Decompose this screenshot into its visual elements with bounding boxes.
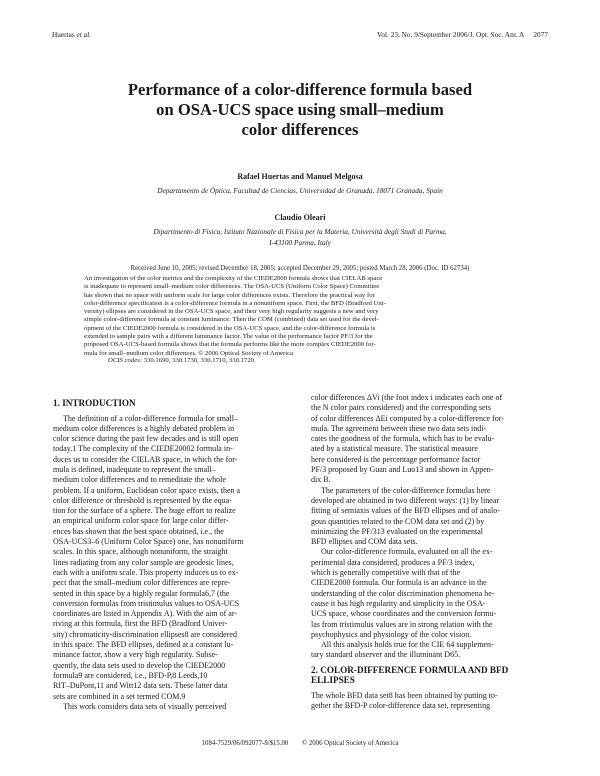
section-heading-color-difference: 2. COLOR-DIFFERENCE FORMULA AND BFD ELLIPSES bbox=[311, 664, 509, 686]
intro-paragraph-2-continued: color differences ΔVi (the foot index i indicates each one of the N color pairs considered) and the corresponding sets of color differences ΔEi computed by a color-difference for- mula. The agreement between these two data sets indi- cates the goodness of the formula, which has to be evalu- ated by a statistical measure. The statistical measure here considered is the percentage performance factor PF/3 proposed by Guan and Luo13 and shown in Appen- dix B. bbox=[311, 393, 504, 485]
ocis-codes: OCIS codes: 330.1690, 330.1730, 330.1710, 330.1720. bbox=[108, 357, 256, 364]
authors-group-2: Claudio Oleari bbox=[274, 213, 326, 222]
intro-paragraph-4: Our color-difference formula, evaluated on all the ex- perimental data considered, produces a PF/3 index, which is generally competitive with that of the CIEDE2000 formula. Our formula is an advance in the understanding of the color discrimination phenomena be- cause it has high regularity and simplicity in the OSA- UCS space, whose coordinates and the conversion formu- las from tristimulus values are in strong relation with the psychophysics and physiology of the color vision. bbox=[311, 547, 497, 639]
abstract: An investigation of the color metrics and the complexity of the CIEDE2000 formula shows that CIELAB space is inadequate to represent small–medium color differences. The OSA-UCS (Uniform Color Space) Committee has shown that no space with uniform scale for large color differences exists. Therefore the practical way for color-difference specification is a color-difference formula in a nonuniform space. First, the BFD (Bradford Uni- versity) ellipses are considered in the OSA-UCS space, and their very high regularity suggests a new and very simple color-difference formula at constant luminance. Then the COM (combined) data set used for the devel- opment of the CIEDE2000 formula is considered in the OSA-UCS space, and the color-difference formula is extended to sample pairs with a different luminance factor. The value of the performance factor PF/3 for the proposed OSA-UCS-based formula shows that the formula performs like the more complex CIEDE2000 for- mula for small–medium color differences. © 2006 Optical Society of America bbox=[84, 275, 386, 357]
authors-group-1: Rafael Huertas and Manuel Melgosa bbox=[237, 172, 363, 181]
affiliation-2: Dipartimento di Fisica, Istituto Nazionale di Fisica per la Materia, Università degli Studi di Parma, I-43100 Parma, Italy bbox=[153, 227, 447, 247]
section2-paragraph-1: The whole BFD data set8 has been obtained by putting to- gether the BFD-P color-difference data set, representing bbox=[311, 690, 498, 711]
intro-paragraph-1: The definition of a color-difference formula for small– medium color differences is a highly debated problem in color science during the past few decades and is still open today.1 The complexity of the CIEDE20002 formula in- duces us to consider the CIELAB space, in which the for- mula is defined, inadequate to represent the small– medium color differences and to remeditate the whole problem. If a uniform, Euclidean color space exists, then a color difference or threshold is represented by the equa- tion for the surface of a sphere. The huge effort to realize an empirical uniform color space for large color differ- ences has shown that the best space obtained, i.e., the OSA-UCS3–6 (Uniform Color Space) one, has nonuniform scales. In this space, although nonuniform, the straight lines radiating from any color sample are geodesic lines, each with a uniform scale. This property induces us to ex- pect that the small–medium color differences are repre- sented in this space by a highly regular formula6,7 (the conversion formulas from tristimulus values to OSA-UCS coordinates are listed in Appendix A). With the aim of ar- riving at this formula, first the BFD (Bradford Univer- sity) chromaticity-discrimination ellipses8 are considered in this space. The BFD ellipses, defined at a constant lu- minance factor, show a very high regularity. Subse- quently, the data sets used to develop the CIEDE2000 formula9 are considered, i.e., BFD-P,8 Leeds,10 RIT–DuPont,11 and Witt12 data sets. These latter data sets are combined in a set termed COM.9 bbox=[53, 413, 244, 701]
affiliation-1: Departamento de Óptica, Facultad de Ciencias, Universidad de Granada, 18071 Granada, Spain bbox=[157, 186, 443, 195]
running-header-authors: Huertas et al. bbox=[52, 30, 92, 39]
footer-copyright: © 2006 Optical Society of America bbox=[302, 740, 399, 747]
right-column bbox=[311, 393, 549, 711]
intro-paragraph-2: This work considers data sets of visually perceived bbox=[63, 701, 227, 711]
running-header-citation: Vol. 23, No. 9/September 2006/J. Opt. Soc. Am. A 2077 bbox=[377, 30, 548, 39]
page-number: 2077 bbox=[533, 30, 548, 39]
paper-title: Performance of a color-difference formula based on OSA-UCS space using small–medium color differences bbox=[127, 80, 473, 139]
footer-issn-code: 1084-7529/06/092077-8/$15.00 bbox=[201, 740, 289, 747]
intro-paragraph-3: The parameters of the color-difference formulas here developed are obtained in two different ways: (1) by linear fitting of semiaxis values of the BFD ellipses and of analo- gous quantities related to the COM data set and (2) by minimizing the PF/313 evaluated on the experimental BFD ellipses and COM data sets. bbox=[311, 485, 500, 547]
page-footer bbox=[0, 740, 600, 747]
left-column bbox=[53, 398, 291, 712]
running-header bbox=[52, 30, 548, 42]
section-heading-introduction: 1. INTRODUCTION bbox=[53, 398, 136, 408]
intro-paragraph-5: All this analysis holds true for the CIE 64 supplemen- tary standard observer and the illuminant D65. bbox=[311, 640, 494, 660]
received-dates: Received June 10, 2005; revised December 18, 2005; accepted December 29, 2005; posted March 28, 2006 (Doc. ID 62734) bbox=[130, 265, 470, 272]
